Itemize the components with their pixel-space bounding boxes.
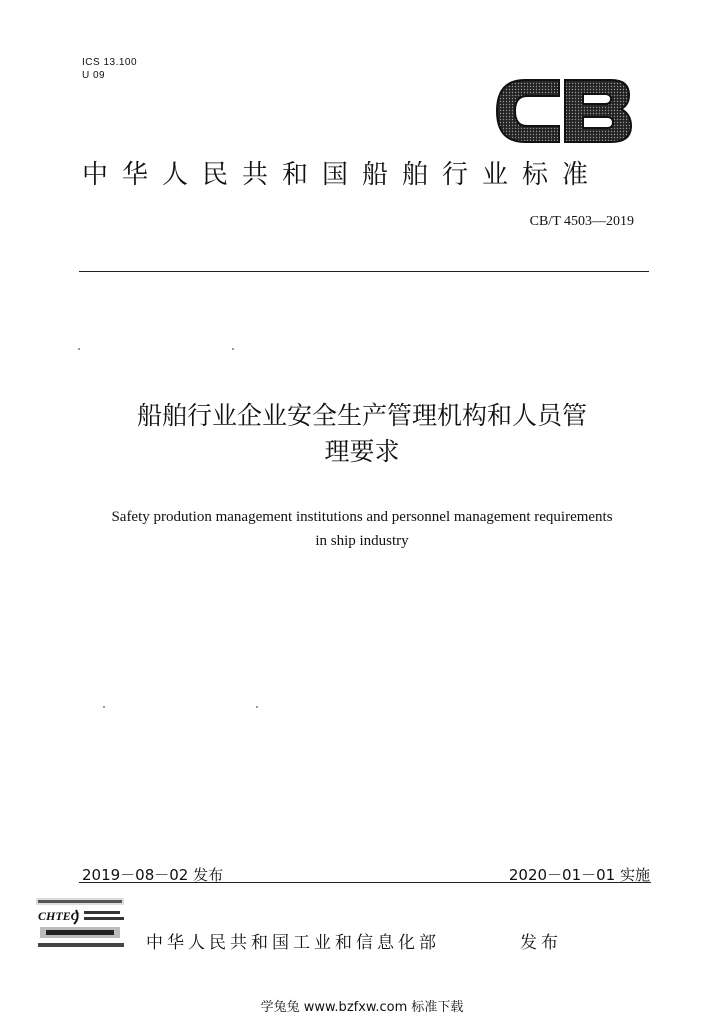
document-title-cn-line1: 船舶行业企业安全生产管理机构和人员管	[136, 401, 587, 430]
document-title-en	[60, 505, 664, 553]
stamp-image	[36, 896, 126, 954]
standard-category-title: 中华人民共和国船舶行业标准	[82, 160, 603, 190]
footer-divider	[79, 882, 651, 883]
issuing-authority: 中华人民共和国工业和信息化部	[146, 933, 440, 953]
ccs-code: U 09	[82, 70, 106, 81]
scan-speck	[256, 706, 258, 708]
issue-label: 发布	[520, 933, 562, 953]
cb-logo	[493, 76, 633, 146]
implementation-date: 2020－01－01 实施	[508, 866, 650, 884]
classification-codes	[82, 56, 137, 82]
document-title-en-line2: in ship industry	[315, 533, 409, 549]
ics-code: ICS 13.100	[82, 57, 138, 68]
scan-speck	[103, 706, 105, 708]
header-divider	[79, 271, 649, 272]
document-title-en-line1: Safety prodution management institutions and personnel management requirements	[111, 509, 613, 525]
svg-text:CHTEC: CHTEC	[38, 909, 79, 923]
document-title-cn-line2: 理要求	[324, 437, 400, 466]
scan-speck	[232, 348, 234, 350]
site-footer: 学兔兔 www.bzfxw.com 标准下载	[260, 1000, 464, 1015]
anti-counterfeit-stamp	[36, 896, 126, 954]
publish-date: 2019－08－02 发布	[82, 866, 224, 884]
scan-speck	[78, 348, 80, 350]
cb-logo-icon	[493, 76, 633, 146]
document-title-cn	[70, 398, 654, 470]
standard-number: CB/T 4503—2019	[529, 214, 634, 229]
